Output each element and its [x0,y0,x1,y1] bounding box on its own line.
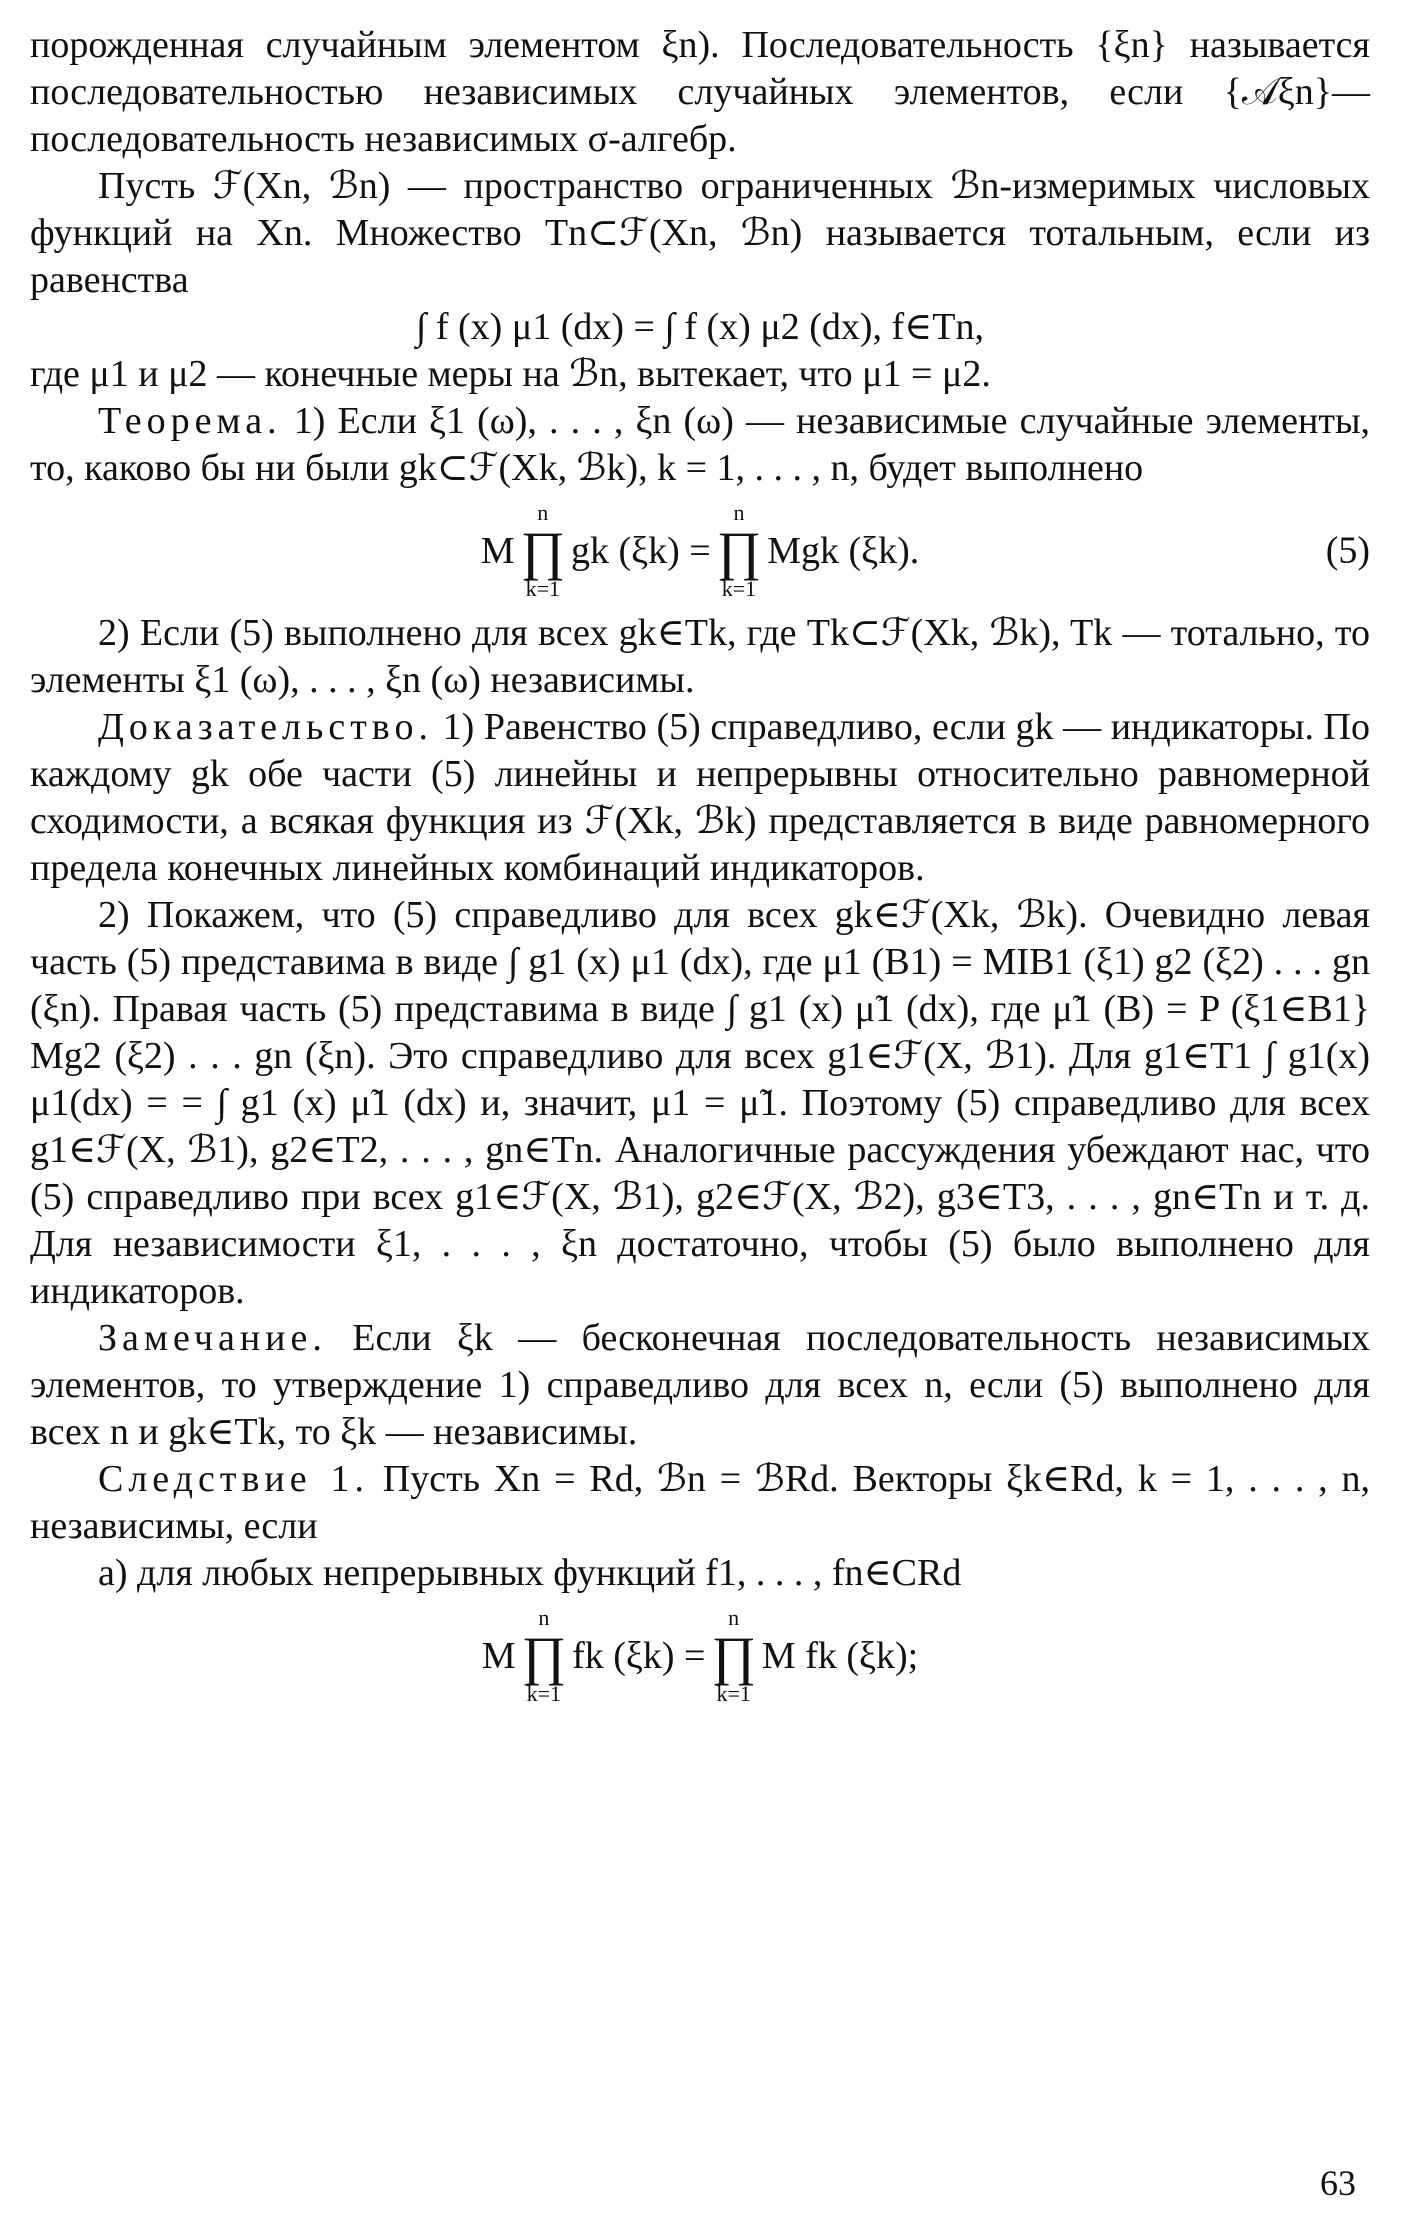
product-upper-limit: n [733,500,745,525]
equation-6 [30,1597,1370,1715]
paragraph-measures-equal: где μ1 и μ2 — конечные меры на ℬn, вытекает, что μ1 = μ2. [30,353,991,395]
paragraph-total-set: Пусть ℱ(Xn, ℬn) — пространство ограниченных ℬn-измеримых числовых функций на Xn. Множество Tn⊂ℱ(Xn, ℬn) называется тотальным, если из равенства [30,165,1370,301]
paragraph-condition-a: а) для любых непрерывных функций f1, . . . , fn∈CRd [98,1552,962,1594]
product-lower-limit: k=1 [526,1681,562,1706]
page-number: 63 [1320,2163,1356,2203]
paragraph-proof-part-2: 2) Покажем, что (5) справедливо для всех gk∈ℱ(Xk, ℬk). Очевидно левая часть (5) представима в виде ∫ g1 (x) μ1 (dx), где μ1 (B1) = MIB1 (ξ1) g2 (ξ2) . . . gn (ξn). Правая часть (5) представима в виде ∫ g1 (x) μ̃1 (dx), где μ̃1 (B) = P (ξ1∈B1} Mg2 (ξ2) . . . gn (ξn). Это справедливо для всех g1∈ℱ(X, ℬ1). Для g1∈T1 ∫ g1(x) μ1(dx) = = ∫ g1 (x) μ̃1 (dx) и, значит, μ1 = μ̃1. Поэтому (5) справедливо для всех g1∈ℱ(X, ℬ1), g2∈T2, . . . , gn∈Tn. Аналогичные рассуждения убеждают нас, что (5) справедливо при всех g1∈ℱ(X, ℬ1), g2∈ℱ(X, ℬ2), g3∈T3, . . . , gn∈Tn и т. д. Для независимости ξ1, . . . , ξn достаточно, чтобы (5) было выполнено для индикаторов. [30,894,1370,1312]
corollary-text: Пусть Xn = Rd, ℬn = ℬRd. Векторы ξk∈Rd, k = 1, . . . , n, независимы, если [30,1458,1370,1547]
equation-number: (5) [1325,529,1370,572]
product-operator [522,1606,566,1706]
remark-heading: Замечание. [98,1317,327,1359]
theorem-text: 1) Если ξ1 (ω), . . . , ξn (ω) — независимые случайные элементы, то, каково бы ни были gk⊂ℱ(Xk, ℬk), k = 1, . . . , n, будет выполнено [30,400,1370,489]
eq6-right: M fk (ξk); [761,1634,919,1677]
product-lower-limit: k=1 [525,576,560,601]
product-symbol: ∏ [521,1626,567,1686]
product-lower-limit: k=1 [716,1681,751,1706]
eq5-middle: gk (ξk) = [571,529,711,572]
corollary-heading: Следствие 1. [98,1458,369,1500]
product-lower-limit: k=1 [721,576,757,601]
product-operator [711,1606,755,1706]
page-body [30,22,1370,1715]
product-operator [717,501,761,601]
product-upper-limit: n [537,500,549,525]
eq6-middle: fk (ξk) = [572,1634,706,1677]
product-symbol: ∏ [520,521,566,581]
product-operator [521,501,565,601]
eq6-expectation: M [481,1634,516,1677]
eq5-expectation: M [480,529,515,572]
paragraph-proof [30,704,1370,892]
equation-5 [30,492,1370,610]
theorem-heading: Теорема. [98,400,282,442]
paragraph-theorem-part-2: 2) Если (5) выполнено для всех gk∈Tk, где Tk⊂ℱ(Xk, ℬk), Tk — тотально, то элементы ξ1 (ω), . . . , ξn (ω) независимы. [30,612,1370,701]
proof-heading: Доказательство. [98,706,433,748]
remark-text: Если ξk — бесконечная последовательность независимых элементов, то утверждение 1) справедливо для всех n, если (5) выполнено для всех n и gk∈Tk, то ξk — независимы. [30,1317,1370,1453]
paragraph-theorem [30,398,1370,492]
paragraph-remark [30,1315,1370,1456]
proof-text: 1) Равенство (5) справедливо, если gk — индикаторы. По каждому gk обе части (5) линейны и непрерывны относительно равномерной сходимости, а всякая функция из ℱ(Xk, ℬk) представляется в виде равномерного предела конечных линейных комбинаций индикаторов. [30,706,1370,889]
product-symbol: ∏ [716,521,762,581]
product-symbol: ∏ [711,1626,756,1686]
paragraph-independence-definition: порожденная случайным элементом ξn). Последовательность {ξn} называется последовательностью независимых случайных элементов, если {𝒜ξn}—последовательность независимых σ-алгебр. [30,24,1370,160]
product-upper-limit: n [538,1605,550,1630]
product-upper-limit: n [728,1605,740,1630]
eq5-right: Mgk (ξk). [767,529,920,572]
equation-measures: ∫ f (x) μ1 (dx) = ∫ f (x) μ2 (dx), f∈Tn, [415,306,985,348]
paragraph-corollary [30,1456,1370,1550]
